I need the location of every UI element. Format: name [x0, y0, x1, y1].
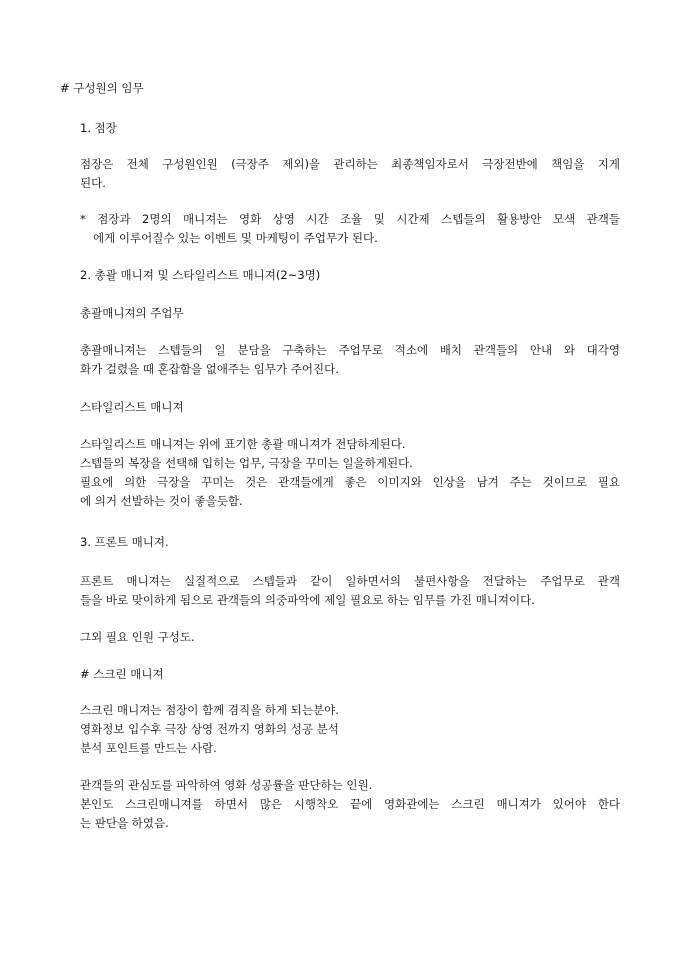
section1-note-line-2: 에게 이루어질수 있는 이벤트 및 마케팅이 주업무가 된다.: [93, 231, 378, 245]
stylist-manager-title: 스타일리스트 매니져: [80, 400, 184, 414]
stylist-line-2: 스텝들의 복장을 선택해 입히는 업무, 극장을 꾸미는 일을하게된다.: [80, 456, 413, 470]
screen-line-5: 본인도 스크린매니져를 하면서 많은 시행착오 끝에 영화관에는 스크린 매니져가 있어야 한다: [80, 797, 620, 811]
front-manager-line-1: 프론트 매니져는 실질적으로 스텝들과 같이 일하면서의 불편사항을 전달하는 주업무로 관객: [80, 574, 620, 588]
section1-note-line-1: * 점장과 2명의 매니져는 영화 상영 시간 조율 및 시간제 스텝들의 활용방안 모색 관객들: [80, 212, 620, 226]
section3-title: 3. 프론트 매니져.: [80, 535, 169, 549]
screen-line-4: 관객들의 관심도를 파악하여 영화 성공률을 판단하는 인원.: [80, 778, 373, 792]
screen-line-6: 는 판단을 하였음.: [80, 816, 169, 830]
screen-line-2: 영화정보 입수후 극장 상영 전까지 영화의 성공 분석: [80, 722, 339, 736]
stylist-line-1: 스타일리스트 매니져는 위에 표기한 총괄 매니져가 전담하게된다.: [80, 437, 406, 451]
section1-title: 1. 점장: [80, 121, 117, 135]
section1-body-line-1: 점장은 전체 구성원인원 (극장주 제외)을 관리하는 최종책임자로서 극장전반에 책임을 지게: [80, 157, 620, 171]
stylist-line-4: 에 의거 선발하는 것이 좋을듯함.: [80, 494, 243, 508]
general-manager-title: 총괄매니져의 주업무: [80, 306, 184, 320]
front-manager-line-2: 들을 바로 맞이하게 됨으로 관객들의 의중파악에 제일 필요로 하는 임무를 가진 매니져이다.: [80, 593, 535, 607]
general-manager-line-1: 총괄매니져는 스텝들의 일 분담을 구축하는 주업무로 적소에 배치 관객들의 안내 와 대각영: [80, 343, 620, 357]
screen-line-3: 분석 포인트를 만드는 사람.: [80, 741, 217, 755]
screen-manager-heading: # 스크린 매니져: [80, 667, 164, 681]
screen-line-1: 스크린 매니져는 점장이 함께 겸직을 하게 되는분야.: [80, 703, 339, 717]
general-manager-line-2: 화가 걸렸을 때 혼잡함을 없애주는 임무가 주어진다.: [80, 362, 339, 376]
section2-title: 2. 총괄 매니져 및 스타일리스트 매니져(2~3명): [80, 268, 321, 282]
other-staff-line: 그외 필요 인원 구성도.: [80, 630, 195, 644]
stylist-line-3: 필요에 의한 극장을 꾸미는 것은 관객들에게 좋은 이미지와 인상을 남겨 주는 것이므로 필요: [80, 475, 620, 489]
section1-body-line-2: 된다.: [80, 176, 106, 190]
heading-duties: # 구성원의 임무: [60, 81, 144, 95]
